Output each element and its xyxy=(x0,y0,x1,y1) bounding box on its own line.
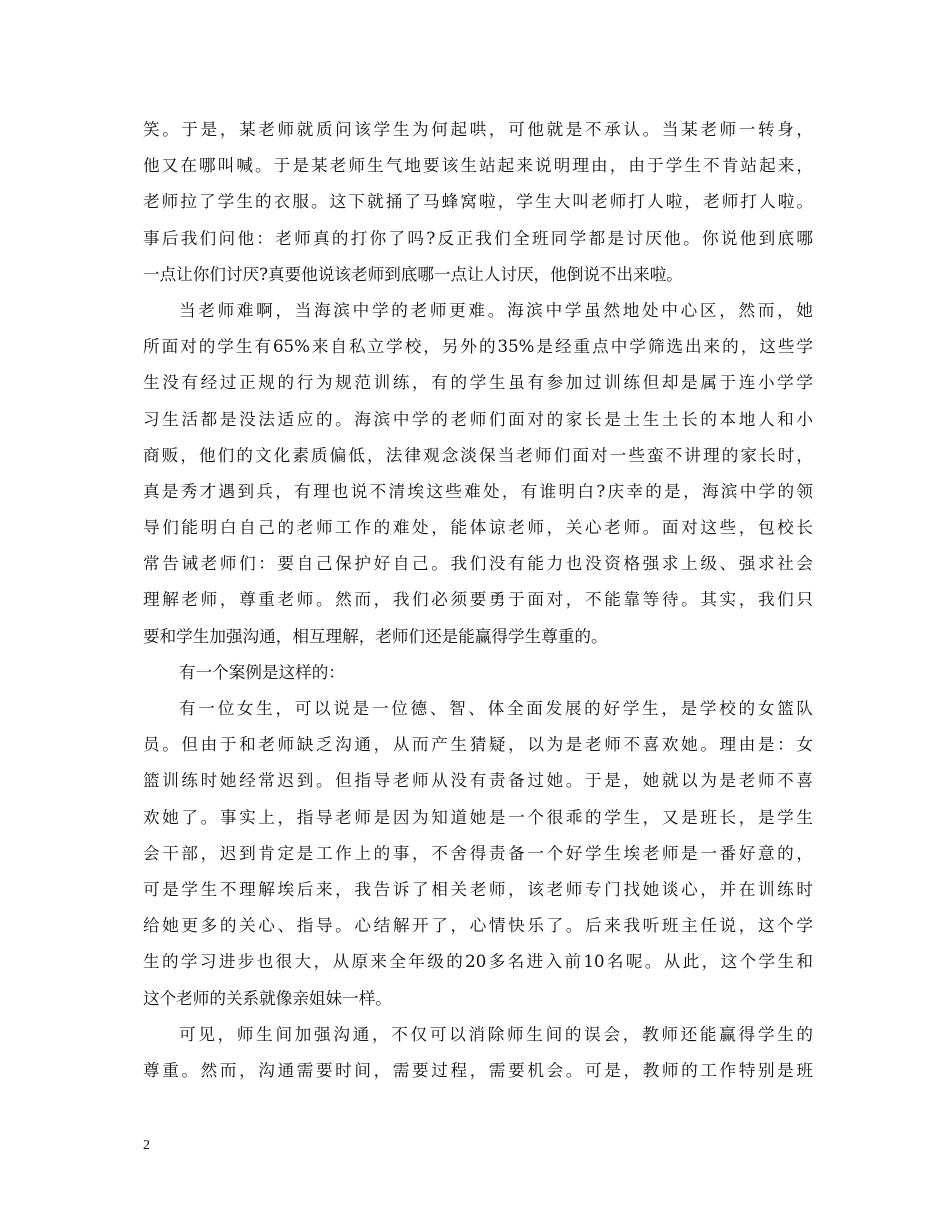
text-line: 老师拉了学生的衣服。这下就捅了马蜂窝啦，学生大叫老师打人啦，老师打人啦。 xyxy=(143,192,813,212)
text-line: 篮训练时她经常迟到。但指导老师从没有责备过她。于是，她就以为是老师不喜 xyxy=(143,771,813,791)
text-line: 商贩，他们的文化素质偏低，法律观念淡保当老师们面对一些蛮不讲理的家长时， xyxy=(143,445,813,465)
text-line: 真是秀才遇到兵，有理也说不清埃这些难处，有谁明白?庆幸的是，海滨中学的领 xyxy=(143,481,813,501)
text-line: 会干部，迟到肯定是工作上的事，不舍得责备一个好学生埃老师是一番好意的， xyxy=(143,843,813,863)
text-line: 生的学习进步也很大，从原来全年级的20多名进入前10名呢。从此，这个学生和 xyxy=(143,952,813,972)
text-line: 这个老师的关系就像亲姐妹一样。 xyxy=(143,988,392,1008)
text-line: 理解老师，尊重老师。然而，我们必须要勇于面对，不能靠等待。其实，我们只 xyxy=(143,590,813,610)
text-line: 常告诫老师们：要自己保护好自己。我们没有能力也没资格强求上级、强求社会 xyxy=(143,554,813,574)
text-line: 可是学生不理解埃后来，我告诉了相关老师，该老师专门找她谈心，并在训练时 xyxy=(143,879,813,899)
text-line: 欢她了。事实上，指导老师是因为知道她是一个很乖的学生，又是班长，是学生 xyxy=(143,807,813,827)
text-line: 员。但由于和老师缺乏沟通，从而产生猜疑，以为是老师不喜欢她。理由是：女 xyxy=(143,735,813,755)
text-line: 导们能明白自己的老师工作的难处，能体谅老师，关心老师。面对这些，包校长 xyxy=(143,518,813,538)
text-line: 他又在哪叫喊。于是某老师生气地要该生站起来说明理由，由于学生不肯站起来， xyxy=(143,156,813,176)
paragraph-first-line: 有一个案例是这样的： xyxy=(179,662,345,682)
page-number: 2 xyxy=(143,1138,150,1153)
paragraph-first-line: 可见，师生间加强沟通，不仅可以消除师生间的误会，教师还能赢得学生的 xyxy=(179,1024,813,1044)
paragraph-first-line: 当老师难啊，当海滨中学的老师更难。海滨中学虽然地处中心区，然而，她 xyxy=(179,300,813,320)
text-line: 给她更多的关心、指导。心结解开了，心情快乐了。后来我听班主任说，这个学 xyxy=(143,916,813,936)
text-line: 笑。于是，某老师就质问该学生为何起哄，可他就是不承认。当某老师一转身， xyxy=(143,120,813,139)
text-line: 习生活都是没法适应的。海滨中学的老师们面对的家长是土生土长的本地人和小 xyxy=(143,409,813,429)
body-text xyxy=(143,115,813,1092)
text-line: 一点让你们讨厌?真要他说该老师到底哪一点让人讨厌，他倒说不出来啦。 xyxy=(143,264,683,284)
text-line: 尊重。然而，沟通需要时间，需要过程，需要机会。可是，教师的工作特别是班 xyxy=(143,1060,813,1080)
text-line: 要和学生加强沟通，相互理解，老师们还是能赢得学生尊重的。 xyxy=(143,626,608,646)
paragraph-first-line: 有一位女生，可以说是一位德、智、体全面发展的好学生，是学校的女篮队 xyxy=(179,699,813,718)
text-line: 事后我们问他：老师真的打你了吗?反正我们全班同学都是讨厌他。你说他到底哪 xyxy=(143,228,813,248)
text-line: 所面对的学生有65%来自私立学校，另外的35%是经重点中学筛选出来的，这些学 xyxy=(143,337,813,357)
text-line: 生没有经过正规的行为规范训练，有的学生虽有参加过训练但却是属于连小学学 xyxy=(143,373,813,393)
